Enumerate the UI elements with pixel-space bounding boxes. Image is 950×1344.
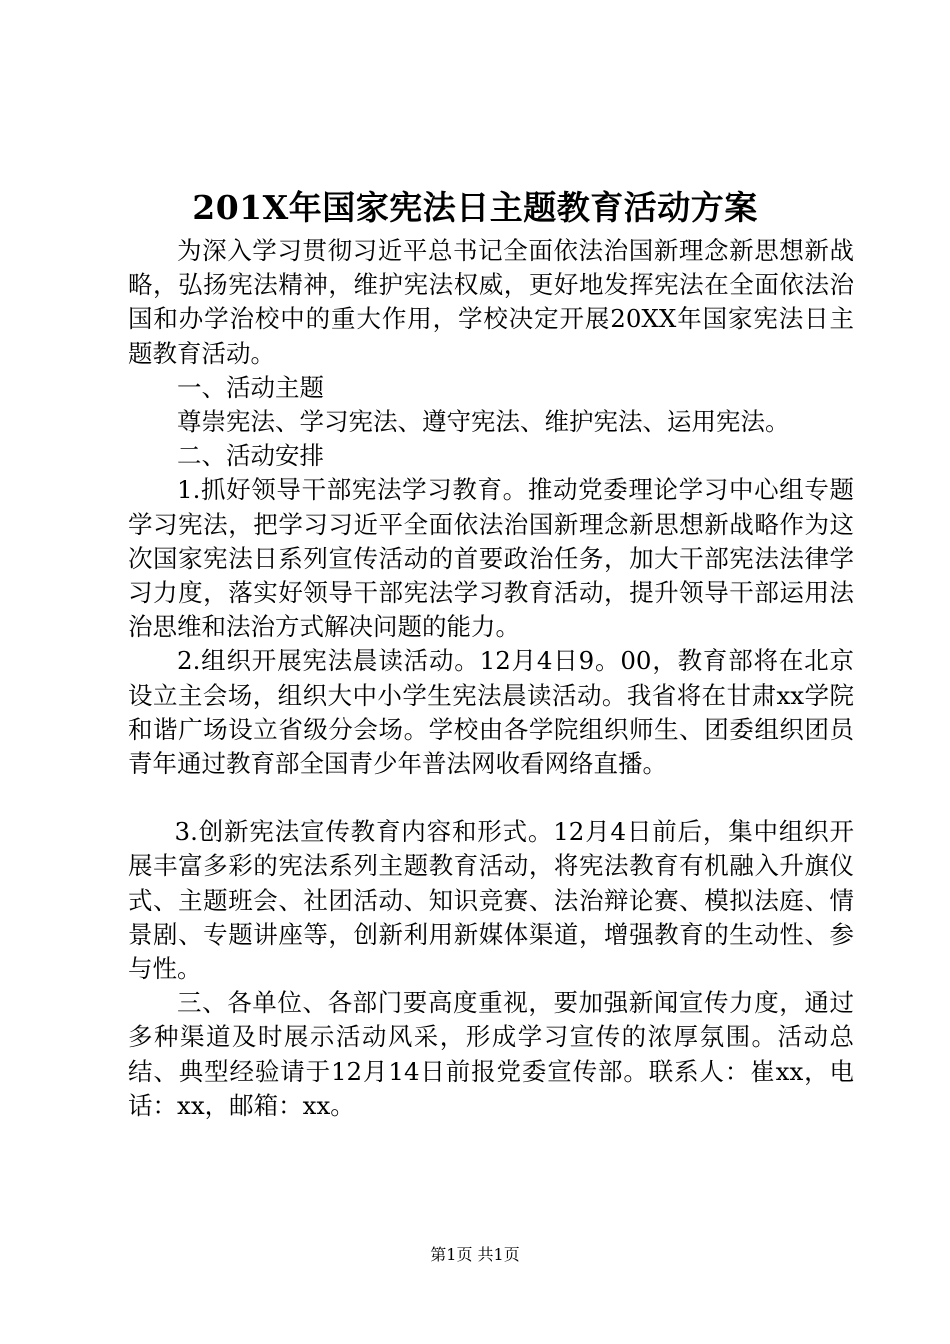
document-body <box>128 234 854 1123</box>
section-heading-theme: 一、活动主题 <box>177 372 324 402</box>
document-title: 201X年国家宪法日主题教育活动方案 <box>192 188 758 227</box>
item-3-paragraph: 3.创新宪法宣传教育内容和形式。12月4日前后，集中组织开展丰富多彩的宪法系列主题教育活动，将宪法教育有机融入升旗仪式、主题班会、社团活动、知识竞赛、法治辩论赛、模拟法庭、情景剧、专题讲座等，创新利用新媒体渠道，增强教育的生动性、参与性。 <box>128 817 854 984</box>
intro-paragraph: 为深入学习贯彻习近平总书记全面依法治国新理念新思想新战略，弘扬宪法精神，维护宪法权威，更好地发挥宪法在全面依法治国和办学治校中的重大作用，学校决定开展20XX年国家宪法日主题教育活动。 <box>128 236 854 368</box>
theme-paragraph: 尊崇宪法、学习宪法、遵守宪法、维护宪法、运用宪法。 <box>177 407 790 437</box>
section-heading-arrangement: 二、活动安排 <box>177 441 324 471</box>
item-2-paragraph: 2.组织开展宪法晨读活动。12月4日9。00，教育部将在北京设立主会场，组织大中小学生宪法晨读活动。我省将在甘肃xx学院和谐广场设立省级分会场。学校由各学院组织师生、团委组织团员青年通过教育部全国青少年普法网收看网络直播。 <box>128 646 854 779</box>
page-footer: 第1页 共1页 <box>430 1245 520 1264</box>
item-1-paragraph: 1.抓好领导干部宪法学习教育。推动党委理论学习中心组专题学习宪法，把学习习近平全面依法治国新理念新思想新战略作为这次国家宪法日系列宣传活动的首要政治任务，加大干部宪法法律学习力度，落实好领导干部宪法学习教育活动，提升领导干部运用法治思维和法治方式解决问题的能力。 <box>128 475 854 642</box>
section-3-paragraph: 三、各单位、各部门要高度重视，要加强新闻宣传力度，通过多种渠道及时展示活动风采，形成学习宣传的浓厚氛围。活动总结、典型经验请于12月14日前报党委宣传部。联系人：崔xx，电话：xx，邮箱：xx。 <box>128 988 854 1120</box>
